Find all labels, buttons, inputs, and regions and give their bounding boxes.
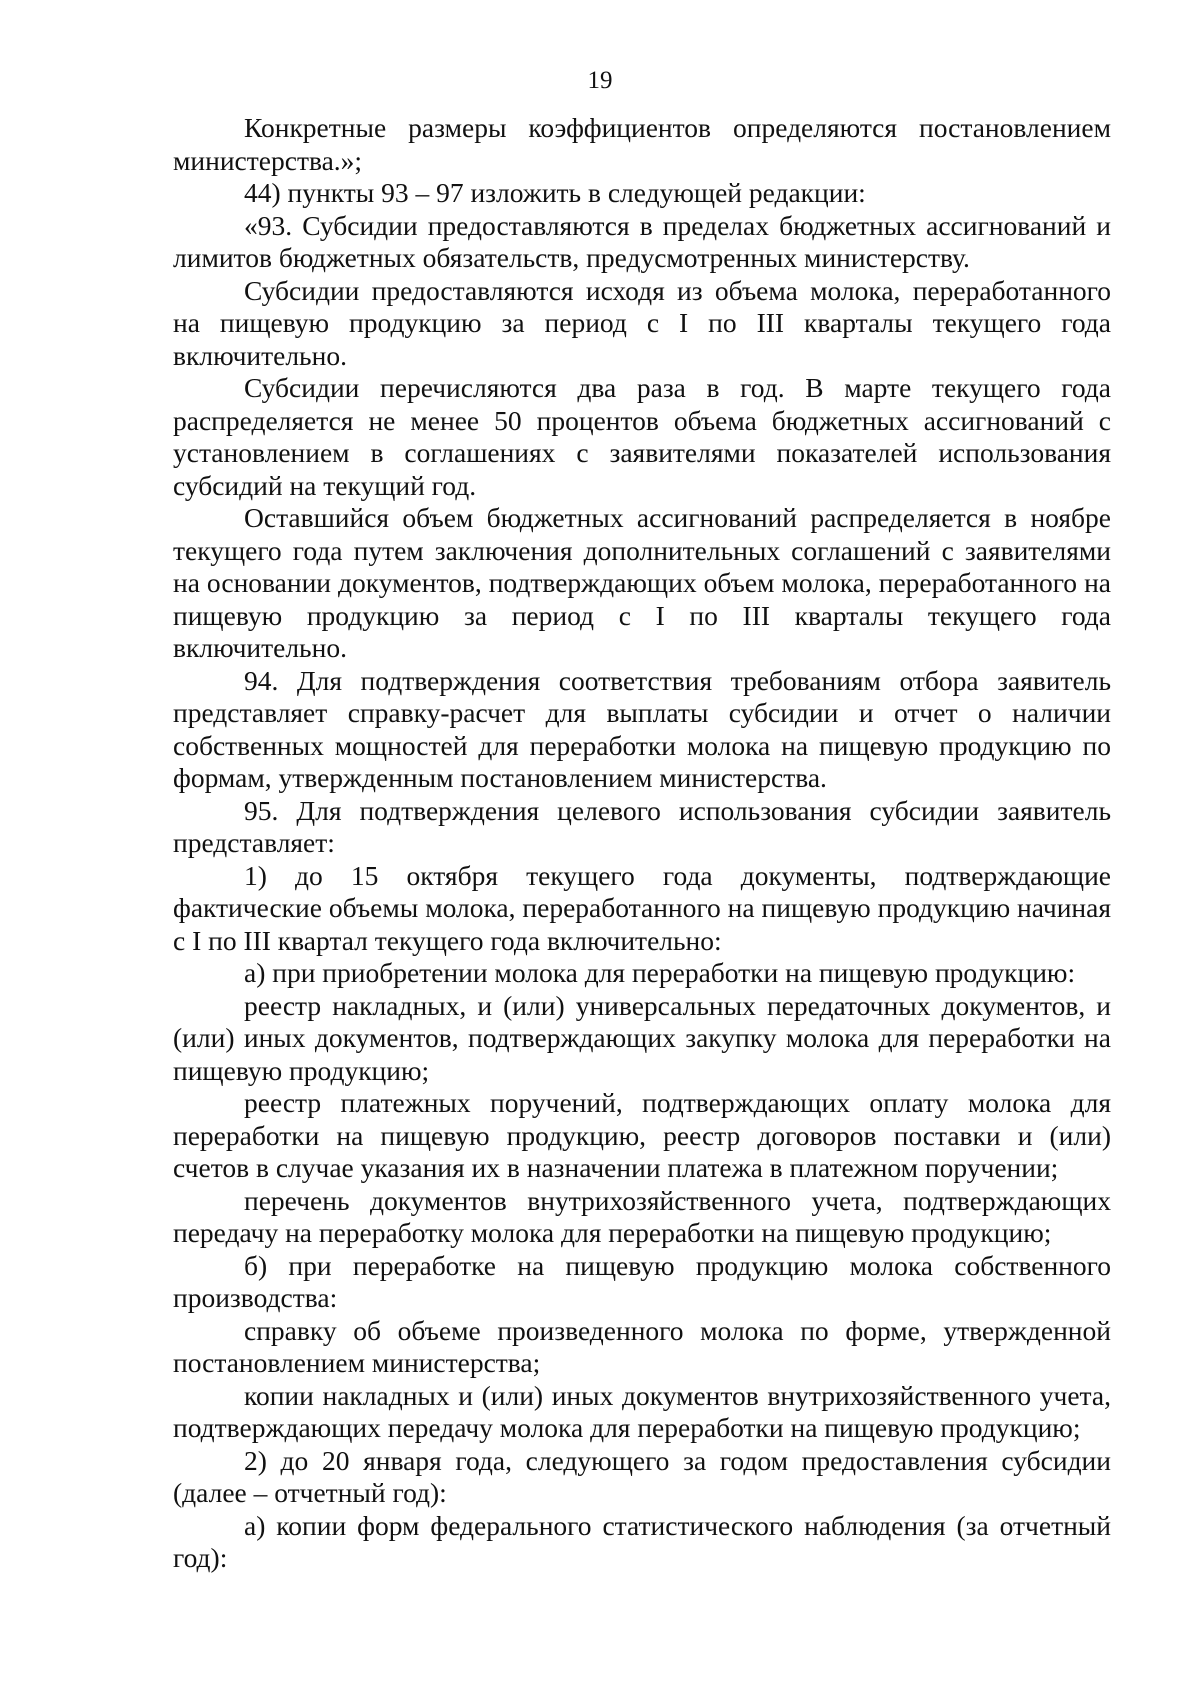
paragraph: Субсидии перечисляются два раза в год. В марте текущего года распределяется не менее 50 процентов объема бюджетных ассигнований с установлением в соглашениях с заявителями показателей использования субсидий на текущий год.: [173, 372, 1111, 501]
paragraph: а) копии форм федерального статистического наблюдения (за отчетный год):: [173, 1509, 1111, 1573]
document-body: [173, 112, 1111, 1575]
paragraph: 1) до 15 октября текущего года документы, подтверждающие фактические объемы молока, переработанного на пищевую продукцию начиная с I по III квартал текущего года включительно:: [173, 859, 1111, 956]
paragraph: б) при переработке на пищевую продукцию молока собственного производства:: [173, 1249, 1111, 1313]
paragraph: «93. Субсидии предоставляются в пределах бюджетных ассигнований и лимитов бюджетных обязательств, предусмотренных министерству.: [173, 209, 1111, 273]
paragraph: Конкретные размеры коэффициентов определяются постановлением министерства.»;: [173, 112, 1111, 176]
paragraph: 94. Для подтверждения соответствия требованиям отбора заявитель представляет справку-расчет для выплаты субсидии и отчет о наличии собственных мощностей для переработки молока на пищевую продукцию по формам, утвержденным постановлением министерства.: [173, 664, 1111, 793]
paragraph: 2) до 20 января года, следующего за годом предоставления субсидии (далее – отчетный год):: [173, 1444, 1111, 1508]
paragraph: Оставшийся объем бюджетных ассигнований распределяется в ноябре текущего года путем заключения дополнительных соглашений с заявителями на основании документов, подтверждающих объем молока, переработанного на пищевую продукцию за период с I по III кварталы текущего года включительно.: [173, 502, 1111, 663]
page-number: 19: [587, 67, 613, 94]
paragraph: справку об объеме произведенного молока по форме, утвержденной постановлением министерства;: [173, 1314, 1111, 1378]
paragraph: 95. Для подтверждения целевого использования субсидии заявитель представляет:: [173, 794, 1111, 858]
paragraph: Субсидии предоставляются исходя из объема молока, переработанного на пищевую продукцию за период с I по III кварталы текущего года включительно.: [173, 274, 1111, 371]
paragraph: реестр платежных поручений, подтверждающих оплату молока для переработки на пищевую продукцию, реестр договоров поставки и (или) счетов в случае указания их в назначении платежа в платежном поручении;: [173, 1087, 1111, 1183]
paragraph: перечень документов внутрихозяйственного учета, подтверждающих передачу на переработку молока для переработки на пищевую продукцию;: [173, 1184, 1111, 1248]
paragraph: а) при приобретении молока для переработки на пищевую продукцию:: [244, 957, 1076, 988]
paragraph: копии накладных и (или) иных документов внутрихозяйственного учета, подтверждающих передачу молока для переработки на пищевую продукцию;: [173, 1379, 1111, 1443]
paragraph: 44) пункты 93 – 97 изложить в следующей редакции:: [244, 177, 866, 208]
paragraph: реестр накладных, и (или) универсальных передаточных документов, и (или) иных документов, подтверждающих закупку молока для переработки на пищевую продукцию;: [173, 989, 1111, 1086]
